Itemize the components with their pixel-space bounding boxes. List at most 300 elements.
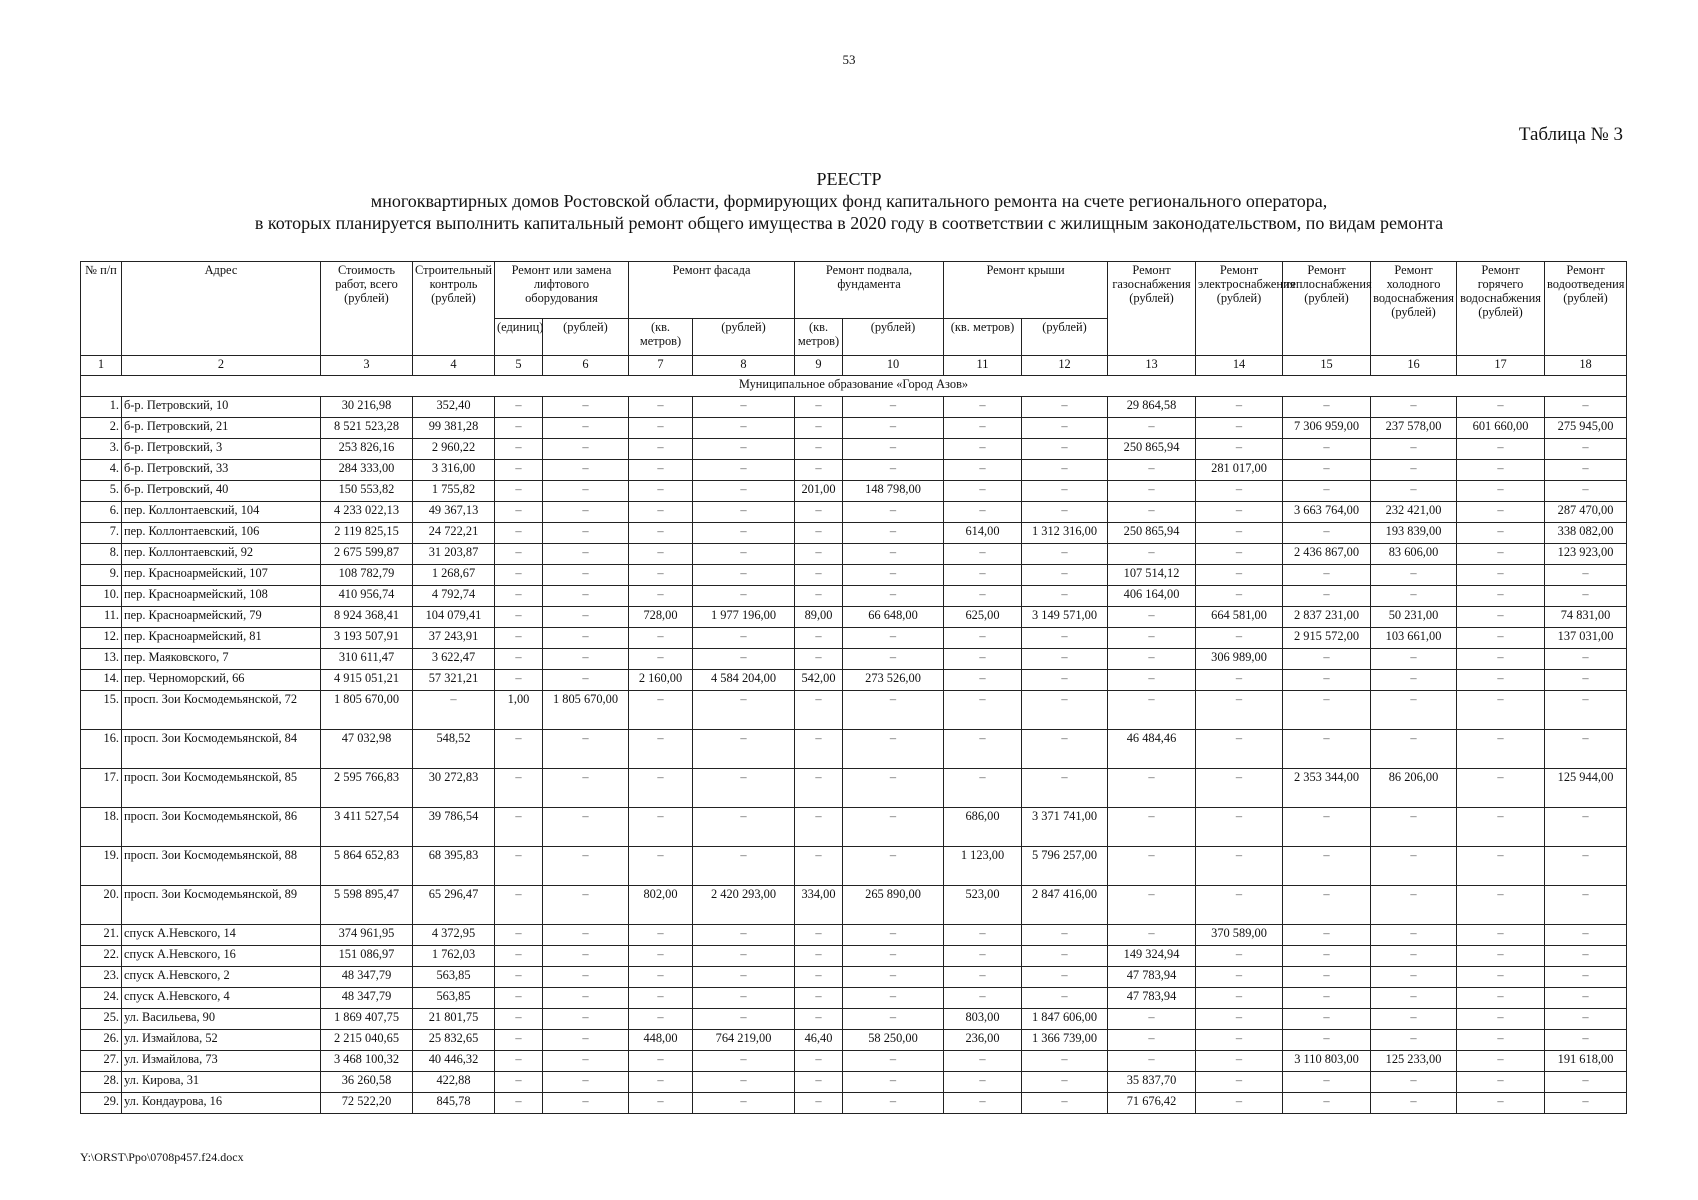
value-cell: –: [843, 460, 944, 481]
value-cell: –: [944, 946, 1022, 967]
value-cell: –: [693, 691, 795, 730]
column-number: 1: [81, 356, 122, 376]
value-cell: –: [1108, 460, 1196, 481]
value-cell: –: [1457, 1051, 1545, 1072]
value-cell: –: [1196, 988, 1283, 1009]
value-cell: –: [1022, 670, 1108, 691]
value-cell: –: [795, 808, 843, 847]
value-cell: 8 924 368,41: [321, 607, 413, 628]
value-cell: –: [944, 730, 1022, 769]
value-cell: –: [1545, 439, 1627, 460]
address-cell: б-р. Петровский, 3: [122, 439, 321, 460]
value-cell: –: [1371, 967, 1457, 988]
value-cell: 3 193 507,91: [321, 628, 413, 649]
value-cell: 47 032,98: [321, 730, 413, 769]
value-cell: –: [495, 670, 543, 691]
column-number: 13: [1108, 356, 1196, 376]
value-cell: –: [843, 769, 944, 808]
value-cell: –: [1283, 730, 1371, 769]
value-cell: –: [1283, 565, 1371, 586]
value-cell: 107 514,12: [1108, 565, 1196, 586]
value-cell: –: [795, 967, 843, 988]
value-cell: –: [1022, 544, 1108, 565]
value-cell: –: [1371, 988, 1457, 1009]
table-row: [81, 670, 1627, 691]
value-cell: –: [495, 808, 543, 847]
value-cell: 2 420 293,00: [693, 886, 795, 925]
value-cell: –: [944, 628, 1022, 649]
value-cell: 1 123,00: [944, 847, 1022, 886]
table-row: [81, 481, 1627, 502]
row-number-cell: 2.: [81, 418, 122, 439]
value-cell: –: [495, 502, 543, 523]
value-cell: –: [1022, 967, 1108, 988]
value-cell: 2 675 599,87: [321, 544, 413, 565]
value-cell: –: [1196, 523, 1283, 544]
column-number-row: [81, 356, 1627, 376]
value-cell: –: [1196, 886, 1283, 925]
value-cell: –: [795, 1072, 843, 1093]
value-cell: 50 231,00: [1371, 607, 1457, 628]
value-cell: 25 832,65: [413, 1030, 495, 1051]
column-number: 14: [1196, 356, 1283, 376]
value-cell: –: [795, 502, 843, 523]
value-cell: 2 960,22: [413, 439, 495, 460]
value-cell: 686,00: [944, 808, 1022, 847]
value-cell: –: [795, 730, 843, 769]
value-cell: –: [1545, 649, 1627, 670]
value-cell: –: [693, 502, 795, 523]
value-cell: 71 676,42: [1108, 1093, 1196, 1114]
value-cell: –: [693, 730, 795, 769]
value-cell: –: [843, 946, 944, 967]
value-cell: –: [543, 523, 629, 544]
value-cell: –: [1457, 565, 1545, 586]
value-cell: –: [843, 1009, 944, 1030]
table-row: [81, 967, 1627, 988]
value-cell: –: [843, 523, 944, 544]
value-cell: –: [843, 1072, 944, 1093]
header-roof: Ремонт крыши: [944, 262, 1108, 319]
value-cell: –: [629, 691, 693, 730]
value-cell: –: [843, 418, 944, 439]
value-cell: –: [543, 397, 629, 418]
value-cell: –: [693, 481, 795, 502]
value-cell: –: [1371, 691, 1457, 730]
title-line-3: в которых планируется выполнить капитальный ремонт общего имущества в 2020 году в соответствии с жилищным законодательством, по видам ремонта: [254, 213, 1444, 233]
value-cell: –: [944, 586, 1022, 607]
value-cell: –: [495, 988, 543, 1009]
value-cell: –: [795, 691, 843, 730]
value-cell: –: [495, 649, 543, 670]
value-cell: –: [543, 628, 629, 649]
value-cell: –: [543, 607, 629, 628]
value-cell: –: [543, 847, 629, 886]
value-cell: –: [543, 925, 629, 946]
value-cell: –: [629, 628, 693, 649]
value-cell: –: [1457, 586, 1545, 607]
value-cell: –: [843, 730, 944, 769]
value-cell: –: [1283, 1093, 1371, 1114]
value-cell: 72 522,20: [321, 1093, 413, 1114]
address-cell: б-р. Петровский, 40: [122, 481, 321, 502]
value-cell: 4 584 204,00: [693, 670, 795, 691]
value-cell: 37 243,91: [413, 628, 495, 649]
value-cell: –: [1108, 1030, 1196, 1051]
value-cell: –: [1457, 808, 1545, 847]
value-cell: 306 989,00: [1196, 649, 1283, 670]
value-cell: –: [1283, 397, 1371, 418]
value-cell: –: [693, 1051, 795, 1072]
value-cell: –: [1196, 730, 1283, 769]
value-cell: –: [693, 565, 795, 586]
value-cell: –: [795, 397, 843, 418]
value-cell: –: [693, 1072, 795, 1093]
address-cell: б-р. Петровский, 21: [122, 418, 321, 439]
value-cell: –: [1371, 586, 1457, 607]
value-cell: –: [1022, 730, 1108, 769]
row-number-cell: 17.: [81, 769, 122, 808]
address-cell: пер. Черноморский, 66: [122, 670, 321, 691]
value-cell: –: [543, 418, 629, 439]
value-cell: –: [1196, 1030, 1283, 1051]
value-cell: –: [543, 1030, 629, 1051]
value-cell: –: [795, 769, 843, 808]
value-cell: –: [1371, 649, 1457, 670]
value-cell: –: [1283, 1030, 1371, 1051]
address-cell: ул. Васильева, 90: [122, 1009, 321, 1030]
address-cell: спуск А.Невского, 2: [122, 967, 321, 988]
row-number-cell: 22.: [81, 946, 122, 967]
value-cell: –: [1283, 1009, 1371, 1030]
value-cell: –: [1108, 886, 1196, 925]
value-cell: 123 923,00: [1545, 544, 1627, 565]
value-cell: –: [1108, 847, 1196, 886]
value-cell: 39 786,54: [413, 808, 495, 847]
value-cell: –: [629, 1051, 693, 1072]
header-cold-water: Ремонт холодного водоснабжения (рублей): [1371, 262, 1457, 356]
value-cell: –: [1283, 925, 1371, 946]
value-cell: –: [495, 1051, 543, 1072]
value-cell: 374 961,95: [321, 925, 413, 946]
value-cell: –: [495, 460, 543, 481]
value-cell: 1 847 606,00: [1022, 1009, 1108, 1030]
value-cell: –: [1283, 967, 1371, 988]
value-cell: 3 110 803,00: [1283, 1051, 1371, 1072]
value-cell: 1 366 739,00: [1022, 1030, 1108, 1051]
value-cell: 2 353 344,00: [1283, 769, 1371, 808]
value-cell: –: [1196, 847, 1283, 886]
value-cell: –: [1022, 565, 1108, 586]
value-cell: –: [795, 1009, 843, 1030]
value-cell: –: [795, 586, 843, 607]
value-cell: 48 347,79: [321, 988, 413, 1009]
row-number-cell: 27.: [81, 1051, 122, 1072]
value-cell: –: [543, 886, 629, 925]
value-cell: –: [1196, 808, 1283, 847]
value-cell: –: [1371, 925, 1457, 946]
value-cell: –: [1545, 946, 1627, 967]
value-cell: –: [1457, 847, 1545, 886]
value-cell: –: [1196, 502, 1283, 523]
address-cell: ул. Кирова, 31: [122, 1072, 321, 1093]
address-cell: пер. Красноармейский, 108: [122, 586, 321, 607]
value-cell: –: [629, 847, 693, 886]
value-cell: –: [629, 502, 693, 523]
value-cell: –: [795, 1093, 843, 1114]
value-cell: –: [543, 730, 629, 769]
header-basement: Ремонт подвала, фундамента: [795, 262, 944, 319]
column-number: 6: [543, 356, 629, 376]
row-number-cell: 5.: [81, 481, 122, 502]
value-cell: –: [495, 1030, 543, 1051]
value-cell: 148 798,00: [843, 481, 944, 502]
value-cell: 563,85: [413, 967, 495, 988]
title-line-2: многоквартирных домов Ростовской области, формирующих фонд капитального ремонта на счете регионального оператора,: [370, 191, 1328, 211]
value-cell: 49 367,13: [413, 502, 495, 523]
value-cell: –: [1457, 730, 1545, 769]
table-row: [81, 1093, 1627, 1114]
value-cell: 563,85: [413, 988, 495, 1009]
header-cost: Стоимость работ, всего (рублей): [321, 262, 413, 356]
value-cell: 284 333,00: [321, 460, 413, 481]
value-cell: 47 783,94: [1108, 967, 1196, 988]
value-cell: 728,00: [629, 607, 693, 628]
value-cell: –: [693, 544, 795, 565]
value-cell: –: [944, 397, 1022, 418]
table-row: [81, 1009, 1627, 1030]
value-cell: –: [1108, 649, 1196, 670]
value-cell: 35 837,70: [1108, 1072, 1196, 1093]
value-cell: –: [1108, 691, 1196, 730]
value-cell: –: [1022, 628, 1108, 649]
value-cell: –: [795, 628, 843, 649]
value-cell: –: [1108, 418, 1196, 439]
value-cell: –: [1545, 586, 1627, 607]
value-cell: 3 371 741,00: [1022, 808, 1108, 847]
value-cell: –: [629, 649, 693, 670]
value-cell: –: [629, 730, 693, 769]
value-cell: –: [1196, 1009, 1283, 1030]
column-number: 8: [693, 356, 795, 376]
value-cell: 30 216,98: [321, 397, 413, 418]
value-cell: –: [543, 967, 629, 988]
value-cell: 250 865,94: [1108, 439, 1196, 460]
value-cell: –: [693, 988, 795, 1009]
value-cell: –: [629, 481, 693, 502]
value-cell: 287 470,00: [1545, 502, 1627, 523]
value-cell: 57 321,21: [413, 670, 495, 691]
value-cell: 334,00: [795, 886, 843, 925]
value-cell: 150 553,82: [321, 481, 413, 502]
value-cell: –: [495, 967, 543, 988]
value-cell: –: [543, 1051, 629, 1072]
value-cell: –: [1545, 460, 1627, 481]
value-cell: –: [1545, 967, 1627, 988]
address-cell: пер. Коллонтаевский, 106: [122, 523, 321, 544]
value-cell: –: [1196, 544, 1283, 565]
value-cell: 58 250,00: [843, 1030, 944, 1051]
value-cell: –: [495, 439, 543, 460]
table-row: [81, 523, 1627, 544]
value-cell: 2 215 040,65: [321, 1030, 413, 1051]
column-number: 18: [1545, 356, 1627, 376]
value-cell: –: [1545, 691, 1627, 730]
table-row: [81, 769, 1627, 808]
value-cell: 201,00: [795, 481, 843, 502]
value-cell: –: [1371, 808, 1457, 847]
column-number: 11: [944, 356, 1022, 376]
value-cell: –: [1545, 481, 1627, 502]
column-number: 17: [1457, 356, 1545, 376]
value-cell: 74 831,00: [1545, 607, 1627, 628]
value-cell: –: [1022, 988, 1108, 1009]
value-cell: –: [693, 460, 795, 481]
value-cell: –: [795, 847, 843, 886]
value-cell: –: [543, 808, 629, 847]
value-cell: –: [1108, 769, 1196, 808]
value-cell: –: [1196, 628, 1283, 649]
header-electric: Ремонт электроснабжения (рублей): [1196, 262, 1283, 356]
value-cell: 149 324,94: [1108, 946, 1196, 967]
value-cell: –: [1371, 847, 1457, 886]
address-cell: пер. Красноармейский, 79: [122, 607, 321, 628]
row-number-cell: 19.: [81, 847, 122, 886]
value-cell: –: [843, 544, 944, 565]
table-row: [81, 502, 1627, 523]
value-cell: –: [629, 418, 693, 439]
row-number-cell: 26.: [81, 1030, 122, 1051]
row-number-cell: 16.: [81, 730, 122, 769]
value-cell: –: [1108, 670, 1196, 691]
header-facade-rub: (рублей): [693, 319, 795, 356]
value-cell: –: [843, 397, 944, 418]
value-cell: 8 521 523,28: [321, 418, 413, 439]
value-cell: 803,00: [944, 1009, 1022, 1030]
table-row: [81, 1051, 1627, 1072]
value-cell: –: [495, 1072, 543, 1093]
value-cell: –: [1196, 946, 1283, 967]
value-cell: –: [693, 925, 795, 946]
row-number-cell: 24.: [81, 988, 122, 1009]
value-cell: –: [495, 847, 543, 886]
address-cell: б-р. Петровский, 10: [122, 397, 321, 418]
value-cell: –: [1196, 418, 1283, 439]
header-facade-m: (кв. метров): [629, 319, 693, 356]
value-cell: –: [1457, 397, 1545, 418]
value-cell: –: [1545, 730, 1627, 769]
value-cell: 83 606,00: [1371, 544, 1457, 565]
value-cell: 237 578,00: [1371, 418, 1457, 439]
value-cell: –: [843, 925, 944, 946]
address-cell: ул. Измайлова, 73: [122, 1051, 321, 1072]
value-cell: –: [944, 649, 1022, 670]
value-cell: –: [1283, 1072, 1371, 1093]
value-cell: 30 272,83: [413, 769, 495, 808]
value-cell: –: [693, 628, 795, 649]
value-cell: –: [1457, 523, 1545, 544]
value-cell: 1 805 670,00: [543, 691, 629, 730]
table-row: [81, 730, 1627, 769]
value-cell: –: [1545, 1072, 1627, 1093]
value-cell: –: [1022, 1072, 1108, 1093]
address-cell: пер. Красноармейский, 107: [122, 565, 321, 586]
value-cell: 2 436 867,00: [1283, 544, 1371, 565]
value-cell: –: [543, 460, 629, 481]
value-cell: –: [795, 418, 843, 439]
value-cell: –: [843, 847, 944, 886]
address-cell: пер. Коллонтаевский, 104: [122, 502, 321, 523]
value-cell: –: [843, 1051, 944, 1072]
value-cell: 5 864 652,83: [321, 847, 413, 886]
value-cell: –: [1196, 565, 1283, 586]
value-cell: 4 372,95: [413, 925, 495, 946]
table-row: [81, 1072, 1627, 1093]
value-cell: –: [543, 586, 629, 607]
row-number-cell: 14.: [81, 670, 122, 691]
header-lift-units: (единиц): [495, 319, 543, 356]
value-cell: –: [843, 808, 944, 847]
value-cell: –: [1283, 670, 1371, 691]
value-cell: –: [1457, 607, 1545, 628]
value-cell: 4 233 022,13: [321, 502, 413, 523]
value-cell: 2 119 825,15: [321, 523, 413, 544]
value-cell: –: [1283, 988, 1371, 1009]
value-cell: 125 944,00: [1545, 769, 1627, 808]
value-cell: –: [1545, 808, 1627, 847]
value-cell: –: [1022, 1093, 1108, 1114]
value-cell: –: [843, 691, 944, 730]
value-cell: –: [843, 988, 944, 1009]
value-cell: –: [1457, 1030, 1545, 1051]
value-cell: 4 792,74: [413, 586, 495, 607]
column-number: 7: [629, 356, 693, 376]
value-cell: –: [495, 481, 543, 502]
table-row: [81, 460, 1627, 481]
value-cell: –: [629, 967, 693, 988]
value-cell: 448,00: [629, 1030, 693, 1051]
address-cell: просп. Зои Космодемьянской, 86: [122, 808, 321, 847]
row-number-cell: 12.: [81, 628, 122, 649]
value-cell: –: [1371, 1009, 1457, 1030]
value-cell: –: [543, 1072, 629, 1093]
value-cell: 406 164,00: [1108, 586, 1196, 607]
value-cell: 352,40: [413, 397, 495, 418]
value-cell: –: [1108, 925, 1196, 946]
value-cell: –: [843, 565, 944, 586]
value-cell: –: [1371, 730, 1457, 769]
value-cell: –: [1457, 988, 1545, 1009]
value-cell: –: [1457, 886, 1545, 925]
value-cell: –: [1108, 808, 1196, 847]
address-cell: б-р. Петровский, 33: [122, 460, 321, 481]
value-cell: 275 945,00: [1545, 418, 1627, 439]
column-number: 16: [1371, 356, 1457, 376]
value-cell: –: [495, 544, 543, 565]
value-cell: –: [1022, 1051, 1108, 1072]
value-cell: –: [543, 670, 629, 691]
row-number-cell: 6.: [81, 502, 122, 523]
value-cell: –: [1371, 397, 1457, 418]
value-cell: –: [944, 967, 1022, 988]
value-cell: –: [693, 946, 795, 967]
value-cell: –: [543, 649, 629, 670]
value-cell: 3 411 527,54: [321, 808, 413, 847]
value-cell: –: [413, 691, 495, 730]
value-cell: 99 381,28: [413, 418, 495, 439]
header-basement-m: (кв. метров): [795, 319, 843, 356]
table-row: [81, 397, 1627, 418]
